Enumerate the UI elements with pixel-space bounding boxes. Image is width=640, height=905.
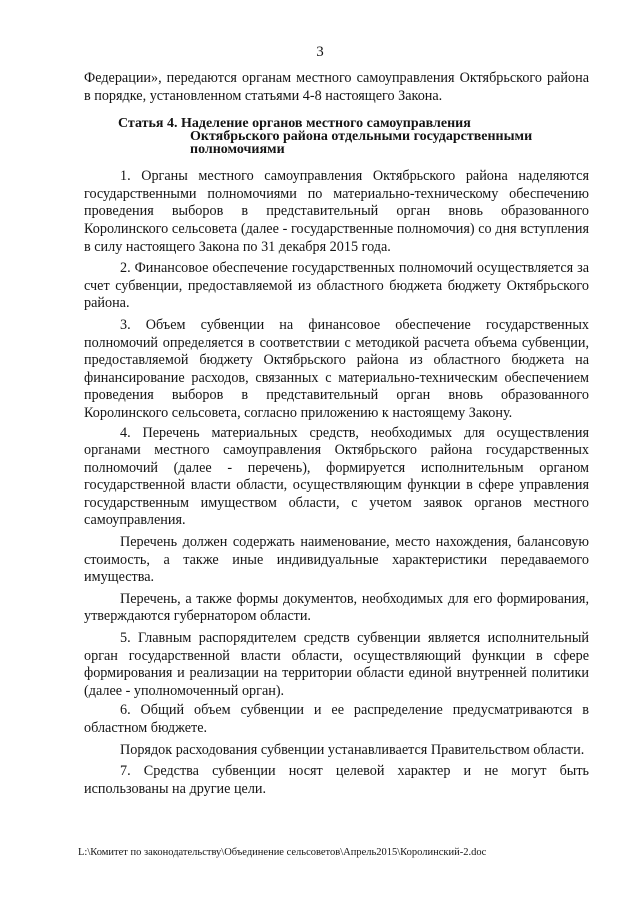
paragraph-6-procedure: Порядок расходования субвенции устанавливается Правительством области. bbox=[120, 741, 585, 758]
paragraph-1: 1. Органы местного самоуправления Октябрьского района наделяются государственными полномочиями по материально-техническому обеспечению проведения выборов в представительный орган вновь образованного Королинского сельсовета (далее - государственные полномочия) со дня вступления в силу настоящего Закона по 31 декабря 2015 года. bbox=[84, 168, 589, 255]
article-heading-line-3: полномочиями bbox=[190, 142, 285, 158]
paragraph-7: 7. Средства субвенции носят целевой характер и не могут быть использованы на другие цели. bbox=[84, 763, 589, 797]
article-heading bbox=[84, 117, 589, 156]
file-path-footer: L:\Комитет по законодательству\Объединение сельсоветов\Апрель2015\Королинский-2.doc bbox=[78, 847, 487, 858]
page-number: 3 bbox=[316, 44, 324, 60]
paragraph-6: 6. Общий объем субвенции и ее распределение предусматриваются в областном бюджете. bbox=[84, 702, 589, 736]
paragraph-5: 5. Главным распорядителем средств субвенции является исполнительный орган государственной власти области, осуществляющий функции в сфере формирования и реализации на территории области единой внутренней политики (далее - уполномоченный орган). bbox=[84, 630, 589, 699]
paragraph-4-list-content: Перечень должен содержать наименование, место нахождения, балансовую стоимость, а также иные индивидуальные характеристики передаваемого имущества. bbox=[84, 534, 589, 586]
paragraph-continuation: Федерации», передаются органам местного самоуправления Октябрьского района в порядке, установленном статьями 4-8 настоящего Закона. bbox=[84, 70, 589, 104]
paragraph-3: 3. Объем субвенции на финансовое обеспечение государственных полномочий определяется в соответствии с методикой расчета объема субвенции, предоставляемой бюджету Октябрьского района из областного бюджета на финансирование расходов, связанных с материально-техническим обеспечением проведения выборов в представительный орган вновь образованного Королинского сельсовета, согласно приложению к настоящему Закону. bbox=[84, 316, 589, 421]
document-body bbox=[84, 70, 589, 800]
paragraph-2: 2. Финансовое обеспечение государственных полномочий осуществляется за счет субвенции, предоставляемой из областного бюджета бюджету Октябрьского района. bbox=[84, 260, 589, 312]
article-heading-line-1: Статья 4. Наделение органов местного самоуправления bbox=[118, 116, 471, 132]
paragraph-4: 4. Перечень материальных средств, необходимых для осуществления органами местного самоуправления Октябрьского района государственных полномочий (далее - перечень), формируется исполнительным органом государственной власти области, осуществляющим функции в сфере управления государственным имуществом области, с учетом заявок органов местного самоуправления. bbox=[84, 424, 589, 529]
paragraph-4-list-approval: Перечень, а также формы документов, необходимых для его формирования, утверждаются губернатором области. bbox=[84, 590, 589, 625]
article-heading-line-2: Октябрьского района отдельными государственными bbox=[190, 129, 533, 145]
